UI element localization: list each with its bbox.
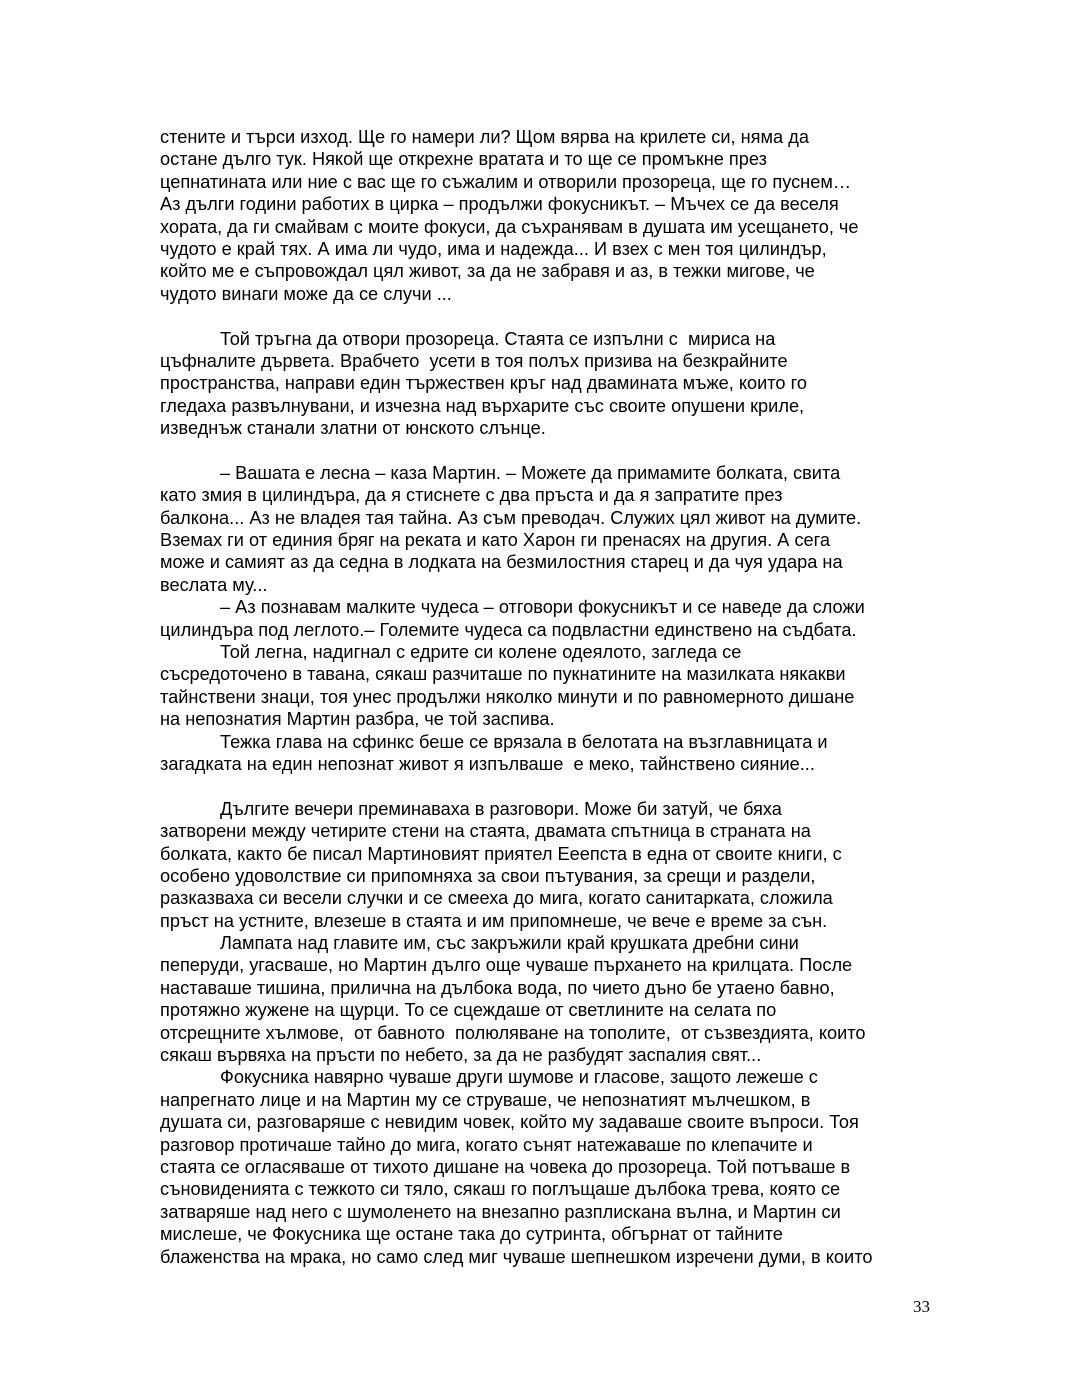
text-line: Той тръгна да отвори прозореца. Стаята се изпълни с мириса на (220, 328, 776, 349)
text-line: хората, да ги смайвам с моите фокуси, да съхранявам в душата им усещането, че (160, 216, 859, 237)
text-line: тайнствени знаци, тоя унес продължи няколко минути и по равномерното дишане (160, 686, 855, 707)
text-line: като змия в цилиндъра, да я стиснете с два пръста и да я запратите през (160, 485, 783, 506)
text-line: може и самият аз да седна в лодката на безмилостния старец и да чуя удара на (160, 552, 843, 573)
text-line: разказваха си весели случки и се смееха до мига, когато санитарката, сложила (160, 888, 833, 909)
text-line: изведнъж станали златни от юнското слънце. (160, 418, 546, 439)
text-line: Вземах ги от единия бряг на реката и като Харон ги пренасях на другия. А сега (160, 530, 830, 551)
text-line: – Вашата е лесна – каза Мартин. – Можете да примамите болката, свита (220, 462, 841, 483)
text-line: съсредоточено в тавана, сякаш разчиташе по пукнатините на мазилката някакви (160, 664, 846, 685)
text-line: Фокусника навярно чуваше други шумове и гласове, защото лежеше с (220, 1067, 818, 1088)
text-line: – Аз познавам малките чудеса – отговори фокусникът и се наведе да сложи (220, 597, 865, 618)
text-line: сякаш вървяха на пръсти по небето, за да не разбудят заспалия свят... (160, 1045, 762, 1066)
text-line: затворени между четирите стени на стаята, двамата спътница в страната на (160, 821, 811, 842)
paragraph-gap (160, 775, 930, 797)
text-line: цепнатината или ние с вас ще го съжалим и отворили прозореца, ще го пуснем… (160, 171, 852, 192)
text-line: пеперуди, угасваше, но Мартин дълго още чуваше пърхането на крилцата. После (160, 955, 853, 976)
text-line: стените и търси изход. Ще го намери ли? Щом вярва на крилете си, няма да (160, 127, 809, 147)
text-line: блаженства на мрака, но само след миг чуваше шепнешком изречени думи, в които (160, 1246, 873, 1267)
text-line: душата си, разговаряше с невидим човек, който му задаваше своите въпроси. Тоя (160, 1112, 859, 1133)
text-line: затваряше над него с шумоленето на внезапно разплискана вълна, и Мартин си (160, 1201, 841, 1222)
text-line: цъфналите дървета. Врабчето усети в тоя полъх призива на безкрайните (160, 350, 788, 371)
paragraph-gap (160, 439, 930, 461)
text-line: чудото винаги може да се случи ... (160, 283, 452, 304)
paragraph-gap (160, 305, 930, 327)
text-line: разговор протичаше тайно до мига, когато сънят натежаваше по клепачите и (160, 1134, 813, 1155)
text-line: на непознатия Мартин разбра, че той заспива. (160, 709, 555, 730)
text-line: съновиденията с тежкото си тяло, сякаш го поглъщаше дълбока трева, която се (160, 1179, 841, 1200)
text-line: загадката на един непознат живот я изпълваше е меко, тайнствено сияние... (160, 753, 815, 774)
text-line: наставаше тишина, прилична на дълбока вода, по чието дъно бе утаено бавно, (160, 977, 835, 998)
text-line: отсрещните хълмове, от бавното полюляване на тополите, от съзвездията, които (160, 1022, 866, 1043)
text-line: стаята се огласяваше от тихото дишане на човека до прозореца. Той потъваше в (160, 1156, 851, 1177)
text-line: Лампата над главите им, със закръжили край крушката дребни сини (220, 933, 799, 954)
text-line: Аз дълги години работих в цирка – продължи фокусникът. – Мъчех се да веселя (160, 194, 839, 215)
text-line: напрегнато лице и на Мартин му се струваше, че непознатият мълчешком, в (160, 1089, 811, 1110)
text-line: пръст на устните, влезеше в стаята и им припомнеше, че вече е време за сън. (160, 910, 828, 931)
text-line: Тежка глава на сфинкс беше се врязала в белотата на възглавницата и (220, 731, 828, 752)
text-line: особено удоволствие си припомняха за свои пътувания, за срещи и раздели, (160, 865, 816, 886)
text-line: остане дълго тук. Някой ще открехне вратата и то ще се промъкне през (160, 149, 767, 170)
text-line: чудото е край тях. А има ли чудо, има и надежда... И взех с мен тоя цилиндър, (160, 238, 827, 259)
text-line: гледаха развълнувани, и изчезна над върхарите със своите опушени криле, (160, 395, 805, 416)
text-line: балкона... Аз не владея тая тайна. Аз съм преводач. Служих цял живот на думите. (160, 507, 862, 528)
text-line: цилиндъра под леглото.– Големите чудеса са подвластни единствено на съдбата. (160, 619, 857, 640)
body-text (160, 126, 930, 1268)
page-number: 33 (913, 1297, 930, 1316)
text-line: протяжно жужене на щурци. То се сцеждаше от светлините на селата по (160, 1000, 777, 1021)
text-line: Той легна, надигнал с едрите си колене одеялото, загледа се (220, 641, 742, 662)
text-line: веслата му... (160, 574, 268, 595)
text-line: който ме е съпровождал цял живот, за да не забравя и аз, в тежки мигове, че (160, 261, 815, 282)
text-line: болката, както бе писал Мартиновият приятел Ееепста в една от своите книги, с (160, 843, 842, 864)
text-line: Дългите вечери преминаваха в разговори. Може би затуй, че бяха (220, 798, 782, 819)
text-line: мислеше, че Фокусника ще остане така до сутринта, обгърнат от тайните (160, 1224, 783, 1245)
text-line: пространства, направи един тържествен кръг над двамината мъже, които го (160, 373, 807, 394)
